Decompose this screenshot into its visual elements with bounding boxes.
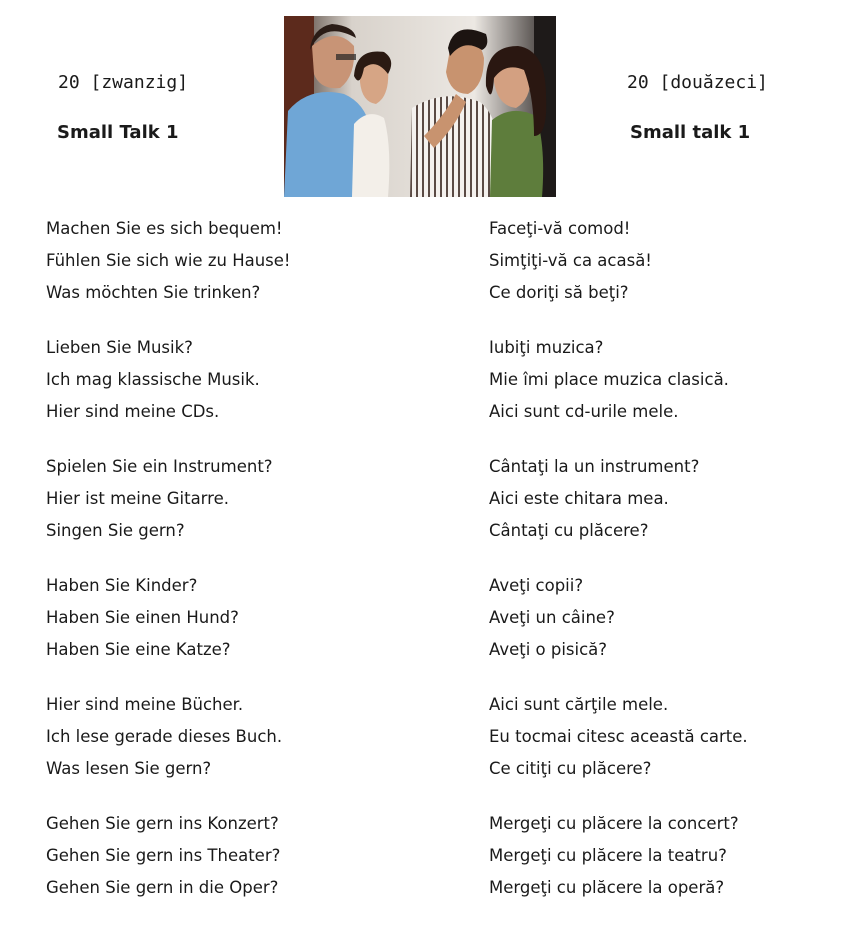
german-phrase: Haben Sie eine Katze?: [46, 640, 231, 659]
german-phrase: Was möchten Sie trinken?: [46, 283, 261, 302]
romanian-phrase: Ce citiţi cu plăcere?: [489, 759, 652, 778]
romanian-phrase: Mergeţi cu plăcere la operă?: [489, 878, 725, 897]
romanian-column: [489, 213, 829, 927]
phrase-group: [489, 689, 829, 785]
german-phrase: Was lesen Sie gern?: [46, 759, 212, 778]
romanian-phrase: Cântaţi la un instrument?: [489, 457, 700, 476]
german-phrase: Gehen Sie gern ins Konzert?: [46, 814, 279, 833]
romanian-phrase: Ce doriţi să beţi?: [489, 283, 629, 302]
german-phrase: Hier sind meine Bücher.: [46, 695, 244, 714]
phrase-group: [46, 213, 426, 309]
romanian-phrase: Faceţi-vă comod!: [489, 219, 631, 238]
romanian-phrase: Mergeţi cu plăcere la concert?: [489, 814, 739, 833]
romanian-phrase: Aveţi o pisică?: [489, 640, 608, 659]
german-phrase: Haben Sie einen Hund?: [46, 608, 239, 627]
people-chatting-photo: [284, 16, 556, 197]
romanian-phrase: Cântaţi cu plăcere?: [489, 521, 649, 540]
romanian-phrase: Eu tocmai citesc această carte.: [489, 727, 748, 746]
phrase-group: [46, 570, 426, 666]
lesson-title-romanian: Small talk 1: [630, 122, 751, 143]
romanian-phrase: Aveţi copii?: [489, 576, 584, 595]
phrase-group: [46, 332, 426, 428]
romanian-phrase: Aveţi un câine?: [489, 608, 615, 627]
german-column: [46, 213, 426, 927]
lesson-number-romanian: 20 [douăzeci]: [627, 72, 768, 93]
phrase-group: [489, 808, 829, 904]
phrase-group: [489, 332, 829, 428]
german-phrase: Ich lese gerade dieses Buch.: [46, 727, 283, 746]
romanian-phrase: Mie îmi place muzica clasică.: [489, 370, 729, 389]
german-phrase: Singen Sie gern?: [46, 521, 185, 540]
phrase-group: [489, 451, 829, 547]
german-phrase: Gehen Sie gern ins Theater?: [46, 846, 281, 865]
german-phrase: Ich mag klassische Musik.: [46, 370, 260, 389]
lesson-number-german: 20 [zwanzig]: [58, 72, 189, 93]
german-phrase: Haben Sie Kinder?: [46, 576, 198, 595]
german-phrase: Machen Sie es sich bequem!: [46, 219, 283, 238]
romanian-phrase: Aici sunt cărţile mele.: [489, 695, 669, 714]
lesson-title-german: Small Talk 1: [57, 122, 179, 143]
romanian-phrase: Mergeţi cu plăcere la teatru?: [489, 846, 727, 865]
german-phrase: Lieben Sie Musik?: [46, 338, 193, 357]
german-phrase: Gehen Sie gern in die Oper?: [46, 878, 279, 897]
german-phrase: Hier sind meine CDs.: [46, 402, 220, 421]
german-phrase: Fühlen Sie sich wie zu Hause!: [46, 251, 291, 270]
german-phrase: Hier ist meine Gitarre.: [46, 489, 229, 508]
romanian-phrase: Aici este chitara mea.: [489, 489, 669, 508]
phrase-group: [46, 689, 426, 785]
phrase-group: [489, 213, 829, 309]
romanian-phrase: Simţiţi-vă ca acasă!: [489, 251, 652, 270]
phrase-group: [46, 808, 426, 904]
german-phrase: Spielen Sie ein Instrument?: [46, 457, 273, 476]
phrase-group: [46, 451, 426, 547]
romanian-phrase: Iubiţi muzica?: [489, 338, 604, 357]
romanian-phrase: Aici sunt cd-urile mele.: [489, 402, 679, 421]
phrase-group: [489, 570, 829, 666]
